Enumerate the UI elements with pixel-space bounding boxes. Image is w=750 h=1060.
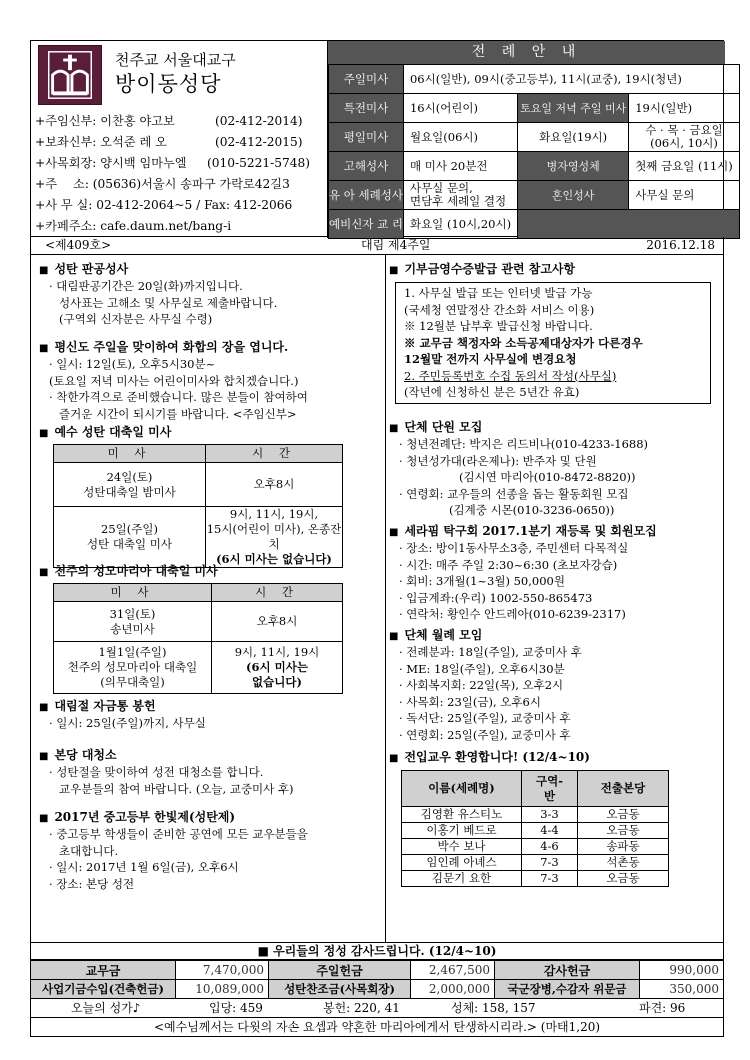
notice-line: ※ 12월분 납부후 발급신청 바랍니다.	[404, 319, 593, 333]
issue-date: 2016.12.18	[646, 238, 715, 252]
col-name: 이름(세례명)	[402, 771, 522, 807]
mass-name: (의무대축일)	[100, 675, 165, 689]
section-title: ■ 2017년 중고등부 한빛제(성탄제)	[39, 809, 308, 826]
mass-date: 25일(주일)	[101, 522, 158, 536]
hymn-recessional: 파견: 96	[639, 1001, 686, 1015]
contact-line	[35, 174, 325, 195]
section-monthly-meetings	[389, 627, 582, 743]
hymn-offertory: 봉헌: 220, 41	[323, 1001, 400, 1015]
offering-amount: 350,000	[640, 980, 724, 999]
sat-label: 토요일 저녁 주일 미사	[518, 94, 629, 123]
col-time: 시 간	[206, 445, 343, 463]
cell-name: 이홍기 베드로	[402, 823, 522, 839]
column-divider	[385, 255, 386, 943]
mass-schedule-table	[328, 64, 740, 239]
section-title: ■ 천주의 성모마리아 대축일 미사	[39, 563, 343, 580]
mass-date: 24일(토)	[106, 469, 153, 484]
offering-amount: 2,000,000	[411, 980, 495, 999]
special-value: 16시(어린이)	[403, 94, 517, 123]
mass-time: 9시, 11시, 19시	[234, 645, 320, 659]
wed-value: 수 · 목 · 금요일	[645, 123, 723, 137]
cell-zone: 7-3	[522, 871, 578, 887]
notice-line: · 일시: 12일(토), 오후5시30분~	[49, 357, 216, 371]
mass-note: 없습니다)	[252, 675, 302, 689]
col-time: 시 간	[212, 584, 343, 602]
mon-value: 월요일(06시)	[403, 123, 517, 152]
notice-line: · 전례분과: 18일(주일), 교중미사 후	[399, 645, 582, 659]
cell-name: 박수 보나	[402, 839, 522, 855]
parish-info	[31, 41, 327, 238]
offering-title: ■ 우리들의 정성 감사드립니다. (12/4~10)	[30, 943, 724, 960]
notice-line: 성사표는 고해소 및 사무실로 제출바랍니다.	[59, 295, 278, 310]
section-new-parishioners	[389, 749, 669, 887]
parish-logo-icon	[38, 45, 102, 105]
section-donation-receipt	[389, 261, 719, 404]
notice-line: (작년에 신청하신 분은 5년간 유효)	[404, 385, 580, 399]
section-christmas-mass	[39, 424, 343, 568]
notice-line: · 시간: 매주 주일 2:30~6:30 (초보자강습)	[399, 557, 618, 572]
tue-value: 화요일(19시)	[518, 123, 629, 152]
diocese-name: 천주교 서울대교구	[115, 51, 236, 69]
cell-parish: 석촌동	[578, 855, 669, 871]
notice-line: · 성탄절을 맞이하여 성전 대청소를 합니다.	[49, 765, 264, 779]
cell-name: 김영환 유스티노	[402, 807, 522, 823]
cell-parish: 오금동	[578, 807, 669, 823]
new-parishioners-table	[401, 770, 669, 887]
contact-value: (010-5221-5748)	[207, 156, 311, 170]
col-prev-parish: 전출본당	[578, 771, 669, 807]
notice-line: · 일시: 2017년 1월 6일(금), 오후6시	[49, 860, 239, 874]
offering-label: 사업기금수입(건축헌금)	[31, 980, 176, 999]
catechumen-label: 예비신자 교 리	[329, 210, 404, 239]
col-zone: 구역-	[536, 773, 563, 788]
sat-value: 19시(일반)	[629, 94, 740, 123]
notice-line: · 장소: 방이1동사무소3층, 주민센터 다목적실	[399, 541, 629, 555]
cell-zone: 4-4	[522, 823, 578, 839]
mass-time: 오후8시	[212, 602, 343, 642]
mass-date: 1월1일(주일)	[98, 645, 167, 659]
section-title: ■ 평신도 주일을 맞이하여 화합의 장을 엽니다.	[39, 339, 308, 356]
col-mass: 미 사	[54, 445, 206, 463]
section-title: ■ 기부금영수증발급 관련 참고사항	[389, 261, 719, 278]
offering-amount: 10,089,000	[176, 980, 269, 999]
notice-line: · 사회복지회: 22일(목), 오후2시	[399, 678, 564, 692]
section-mary-mass	[39, 563, 343, 694]
mass-time: 15시(어린이 미사), 온종잔치	[206, 522, 342, 551]
notice-line: · 연락처: 황인수 안드레아(010-6239-2317)	[399, 607, 626, 621]
notice-line: · 착한가격으로 준비했습니다. 많은 분들이 참여하여	[49, 390, 308, 404]
contact-value: (02-412-2014)	[215, 114, 303, 128]
notice-line: · 청년전례단: 박지은 리드비나(010-4233-1688)	[399, 437, 649, 451]
contact-value: (02-412-2015)	[215, 135, 303, 149]
notice-line: · 일시: 25일(주일)까지, 사무실	[49, 716, 206, 730]
offering-label: 교무금	[31, 961, 176, 980]
infant-value: 사무실 문의,	[409, 181, 473, 195]
bulletin-page	[30, 40, 733, 1040]
cell-parish: 오금동	[578, 823, 669, 839]
contact-key: +사 무 실: 02-412-2064~5 / Fax: 412-2066	[35, 198, 293, 212]
liturgical-week: 대림 제4주일	[361, 238, 431, 252]
mary-mass-table	[53, 583, 343, 694]
empty-cell	[518, 210, 740, 239]
hymn-communion: 성체: 158, 157	[451, 1001, 536, 1015]
notice-line: (김계중 시몬(010-3236-0650))	[449, 503, 615, 517]
contact-line	[35, 153, 325, 174]
notice-line: (토요일 저녁 미사는 어린이미사와 합치겠습니다.)	[49, 373, 299, 388]
mass-name: 천주의 성모마리아 대축일	[67, 660, 198, 674]
cell-name: 김문기 요한	[402, 871, 522, 887]
offering-label: 국군장병,수감자 위문금	[495, 980, 640, 999]
hymns-label: 오늘의 성가♪	[71, 1001, 141, 1015]
notice-line: · 연령회: 교우들의 선종을 돕는 활동회원 모집	[399, 486, 629, 501]
offering-amount: 2,467,500	[411, 961, 495, 980]
scripture-verse: <예수님께서는 다윗의 자손 요셉과 약혼한 마리아에게서 탄생하시리라.> (마태1,20)	[30, 1018, 724, 1037]
weekday-label: 평일미사	[329, 123, 404, 152]
issue-number: <제409호>	[45, 238, 112, 252]
notice-line: · 회비: 3개월(1~3월) 50,000원	[399, 574, 565, 588]
section-cleaning	[39, 747, 294, 797]
section-youth-festival	[39, 809, 308, 892]
offering-label: 성탄찬조금(사목회장)	[269, 980, 411, 999]
offering-label: 주일헌금	[269, 961, 411, 980]
contact-key: +주임신부: 이찬홍 야고보	[35, 114, 175, 128]
contact-line	[35, 132, 325, 153]
contact-key[interactable]: +카페주소: cafe.daum.net/bang-i	[35, 219, 232, 233]
notice-line: (김시연 마리아(010-8472-8820))	[459, 470, 636, 484]
section-confession	[39, 261, 277, 328]
contact-key: +사목회장: 양시백 임마누엘	[35, 156, 187, 170]
notice-line: 초대합니다.	[59, 843, 119, 858]
section-table-tennis	[389, 523, 657, 623]
notice-line: (구역외 신자분은 사무실 수령)	[59, 312, 213, 326]
cell-zone: 4-6	[522, 839, 578, 855]
contact-list	[35, 111, 325, 237]
infant-value-2: 면담후 세례일 결정	[409, 194, 507, 208]
section-title: ■ 예수 성탄 대축일 미사	[39, 424, 343, 441]
cell-parish: 송파동	[578, 839, 669, 855]
notice-line: 1. 사무실 발급 또는 인터넷 발급 가능	[404, 286, 593, 300]
cell-zone: 3-3	[522, 807, 578, 823]
notice-line: · 중고등부 학생들이 준비한 공연에 모든 교우분들을	[49, 827, 308, 841]
notice-line: (국세청 연말정산 간소화 서비스 이용)	[404, 302, 595, 317]
notice-line: · 독서단: 25일(주일), 교중미사 후	[399, 711, 571, 725]
contact-key: +보좌신부: 오석준 레 오	[35, 135, 167, 149]
sick-value: 첫째 금요일 (11시)	[629, 152, 740, 181]
notice-line: · 장소: 본당 성전	[49, 876, 135, 891]
mass-note: (6시 미사는 없습니다)	[216, 552, 332, 566]
mass-note: (6시 미사는	[246, 660, 308, 674]
infant-label: 유 아 세례성사	[329, 181, 404, 210]
cell-parish: 오금동	[578, 871, 669, 887]
mass-name: 성탄 대축일 미사	[86, 537, 173, 551]
cell-name: 임인례 아녜스	[402, 855, 522, 871]
christmas-mass-table	[53, 444, 343, 568]
section-title: ■ 대림절 자금통 봉헌	[39, 698, 206, 715]
confession-value: 매 미사 20분전	[403, 152, 517, 181]
marriage-label: 혼인성사	[518, 181, 629, 210]
section-title: ■ 단체 단원 모집	[389, 419, 648, 436]
parish-name: 방이동성당	[115, 72, 222, 96]
col-mass: 미 사	[54, 584, 212, 602]
contact-key: +주 소: (05636)서울시 송파구 가락로42길3	[35, 177, 290, 191]
mass-time: 오후8시	[206, 463, 343, 507]
mass-date: 31일(토)	[109, 606, 156, 621]
notice-line: · 대림판공기간은 20일(화)까지입니다.	[49, 279, 243, 293]
sunday-value: 06시(일반), 09시(중고등부), 11시(교중), 19시(청년)	[403, 65, 739, 94]
section-title: ■ 본당 대청소	[39, 747, 294, 764]
section-recruitment	[389, 419, 648, 519]
cell-zone: 7-3	[522, 855, 578, 871]
section-title: ■ 세라핌 탁구회 2017.1분기 재등록 및 회원모집	[389, 523, 657, 540]
mass-schedule	[327, 41, 733, 238]
notice-line: 교우분들의 참여 바랍니다. (오늘, 교중미사 후)	[59, 781, 294, 796]
section-advent-offering	[39, 698, 206, 732]
hymn-entry: 입당: 459	[209, 1001, 263, 1015]
offering-table	[30, 960, 724, 999]
notice-line: 2. 주민등록번호 수집 동의서 작성(사무실)	[404, 368, 617, 383]
section-title: ■ 전입교우 환영합니다! (12/4~10)	[389, 749, 669, 766]
special-label: 특전미사	[329, 94, 404, 123]
mass-name: 성탄대축일 밤미사	[83, 484, 176, 499]
notice-line: · ME: 18일(주일), 오후6시30분	[399, 661, 565, 676]
contact-line	[35, 111, 325, 132]
notice-line: 즐거운 시간이 되시기를 바랍니다. <주임신부>	[59, 406, 297, 421]
notice-line: · 청년성가대(라온제나): 반주자 및 단원	[399, 453, 597, 468]
mass-time: 9시, 11시, 19시,	[229, 507, 319, 521]
mass-name: 송년미사	[110, 621, 155, 636]
offering-footer	[30, 943, 724, 1037]
confession-label: 고해성사	[329, 152, 404, 181]
contact-line	[35, 216, 325, 237]
header	[30, 40, 733, 237]
notice-line: · 입금계좌:(우리) 1002-550-865473	[399, 590, 593, 605]
offering-amount: 7,470,000	[176, 961, 269, 980]
section-title: ■ 단체 월례 모임	[389, 627, 582, 644]
donation-notice-box	[395, 282, 711, 404]
notice-line: 12월말 전까지 사무실에 변경요청	[404, 352, 577, 366]
col-zone-2: 반	[543, 788, 556, 803]
issue-bar	[30, 237, 724, 255]
catechumen-value: 화요일 (10시,20시)	[403, 210, 517, 239]
section-laity-sunday	[39, 339, 308, 422]
marriage-value: 사무실 문의	[629, 181, 740, 210]
notice-line: · 연령회: 25일(주일), 교중미사 후	[399, 727, 571, 742]
offering-label: 감사헌금	[495, 961, 640, 980]
notice-line: ※ 교무금 책정자와 소득공제대상자가 다른경우	[404, 335, 643, 350]
wed-value-2: (06시, 10시)	[650, 136, 718, 150]
section-title: ■ 성탄 판공성사	[39, 261, 277, 278]
contact-line	[35, 195, 325, 216]
notices-body	[30, 255, 724, 943]
sunday-label: 주일미사	[329, 65, 404, 94]
mass-schedule-title: 전 례 안 내	[328, 41, 725, 64]
sick-label: 병자영성체	[518, 152, 629, 181]
hymns-row	[30, 999, 724, 1018]
notice-line: · 사목회: 23일(금), 오후6시	[399, 694, 541, 709]
offering-amount: 990,000	[640, 961, 724, 980]
